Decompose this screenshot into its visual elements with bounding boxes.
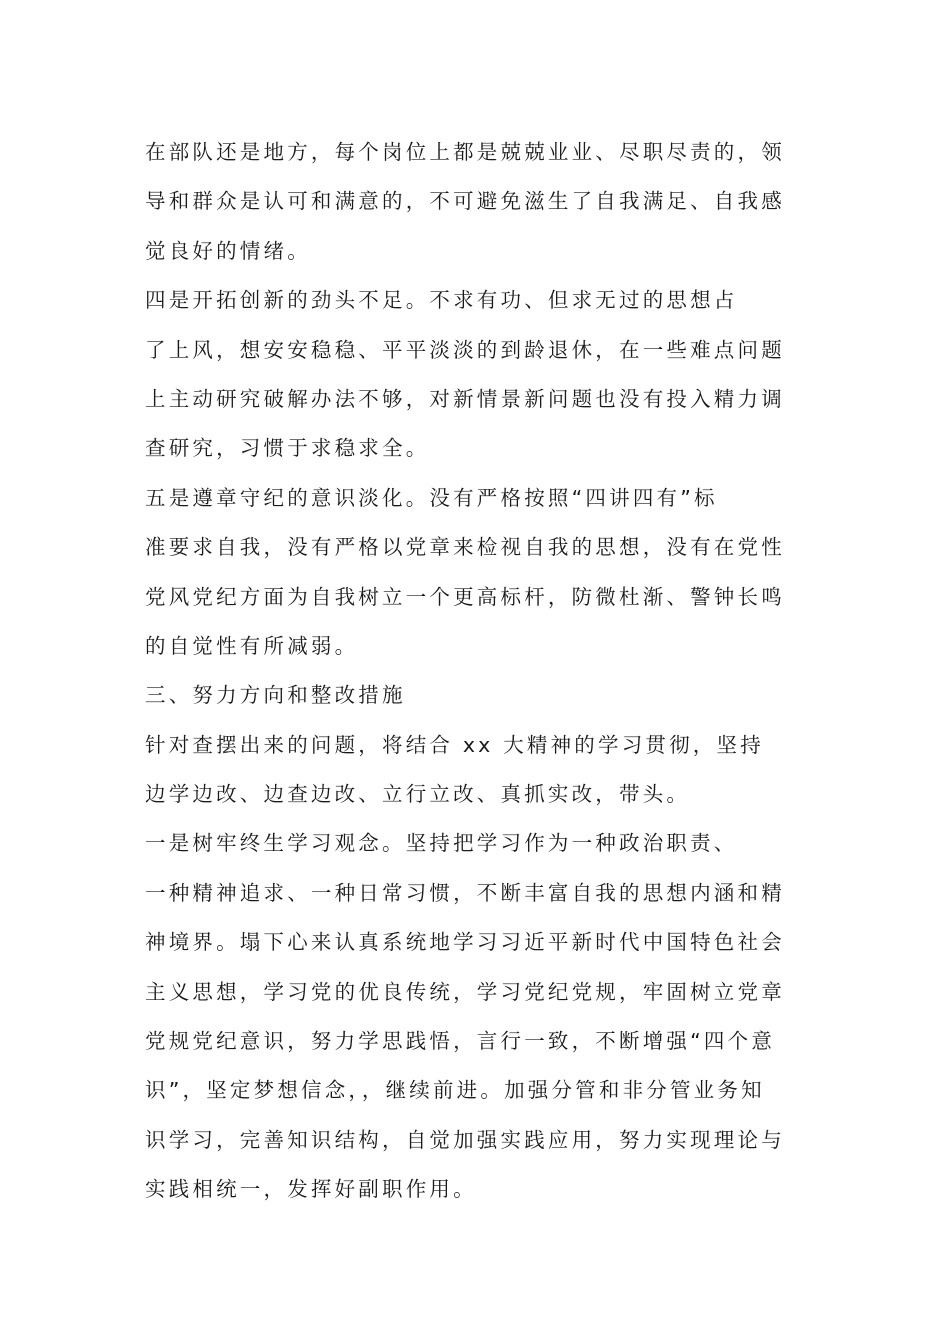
text-line: 针对查摆出来的问题，将结合 xx 大精神的学习贯彻，坚持 [145, 732, 764, 757]
text-line: 导和群众是认可和满意的，不可避免滋生了自我满足、自我感 [145, 189, 785, 214]
text-line: 实践相统一，发挥好副职作用。 [145, 1177, 477, 1202]
document-body [145, 134, 785, 1221]
text-line: 准要求自我，没有严格以党章来检视自我的思想，没有在党性 [145, 535, 785, 560]
text-line: 上主动研究破解办法不够，对新情景新问题也没有投入精力调 [145, 386, 785, 411]
text-line: 党风党纪方面为自我树立一个更高标杆，防微杜渐、警钟长鸣 [145, 584, 785, 609]
text-line: 主义思想，学习党的优良传统，学习党纪党规，牢固树立党章 [145, 979, 785, 1004]
text-line: 四是开拓创新的劲头不足。不求有功、但求无过的思想占 [145, 288, 738, 313]
text-line: 边学边改、边查边改、立行立改、真抓实改，带头。 [145, 782, 691, 807]
text-line: 了上风，想安安稳稳、平平淡淡的到龄退休，在一些难点问题 [145, 337, 785, 362]
text-line: 觉良好的情绪。 [145, 238, 311, 263]
text-line: 一种精神追求、一种日常习惯，不断丰富自我的思想内涵和精 [145, 880, 785, 905]
text-line: 的自觉性有所减弱。 [145, 633, 359, 658]
text-line: 一是树牢终生学习观念。坚持把学习作为一种政治职责、 [145, 831, 738, 856]
text-line: 识学习，完善知识结构，自觉加强实践应用，努力实现理论与 [145, 1127, 785, 1152]
text-line: 在部队还是地方，每个岗位上都是兢兢业业、尽职尽责的，领 [145, 140, 785, 164]
section-heading: 三、努力方向和整改措施 [145, 683, 406, 708]
text-line: 神境界。塌下心来认真系统地学习习近平新时代中国特色社会 [145, 930, 785, 955]
text-line: 五是遵章守纪的意识淡化。没有严格按照“四讲四有”标 [145, 485, 718, 510]
text-line: 党规党纪意识，努力学思践悟，言行一致，不断增强“四个意 [145, 1029, 776, 1054]
text-line: 识”，坚定梦想信念，，继续前进。加强分管和非分管业务知 [145, 1078, 765, 1103]
text-line: 查研究，习惯于求稳求全。 [145, 436, 430, 461]
